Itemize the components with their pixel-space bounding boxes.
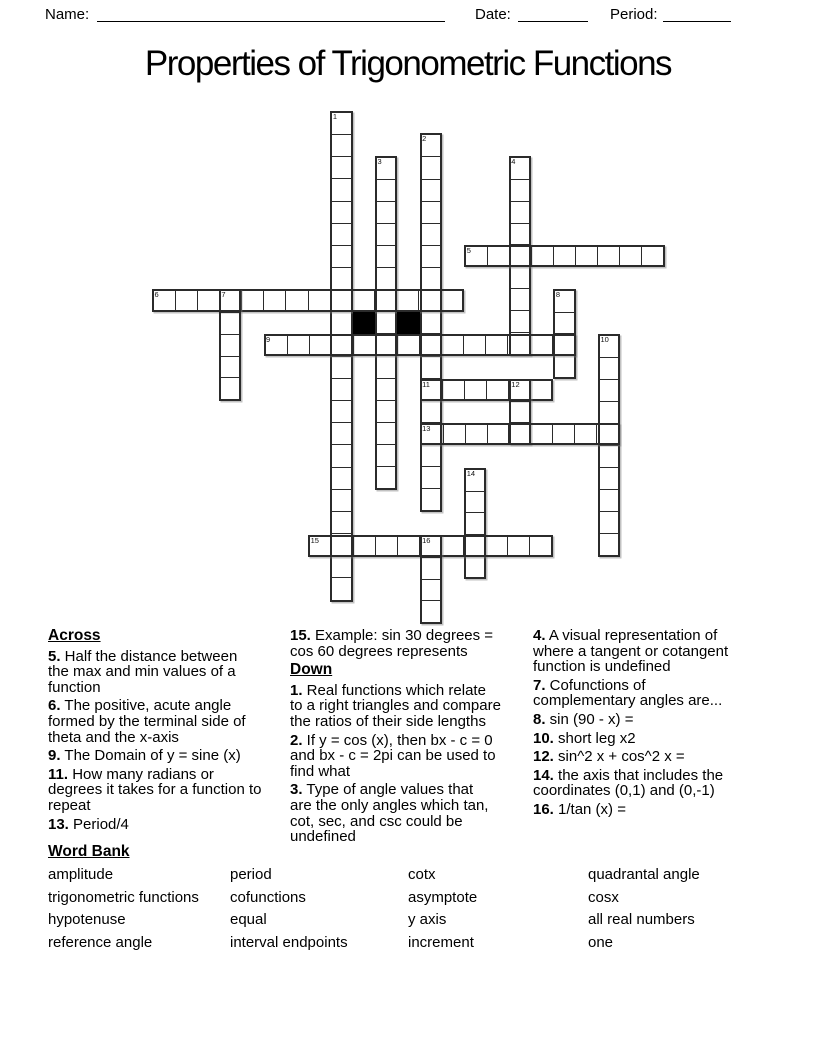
clue-line: 16. 1/tan (x) = [533, 800, 626, 818]
word-bank-item: amplitude [48, 866, 114, 883]
grid-number-6: 6 [154, 290, 159, 300]
grid-cell[interactable] [377, 179, 395, 201]
grid-cell[interactable] [332, 511, 350, 533]
grid-cell[interactable] [466, 556, 484, 578]
word-bank-heading: Word Bank [48, 843, 130, 860]
grid-cell[interactable] [600, 379, 618, 401]
grid-number-1: 1 [332, 112, 338, 121]
grid-cell[interactable] [309, 336, 331, 354]
grid-number-15: 15 [310, 535, 319, 545]
grid-cell[interactable] [441, 537, 463, 555]
grid-cell[interactable] [596, 425, 618, 443]
grid-cell[interactable] [555, 312, 573, 334]
clue-4-down [533, 628, 783, 675]
word-bank [48, 866, 788, 957]
grid-number-10: 10 [600, 335, 609, 344]
grid-cell[interactable] [552, 425, 574, 443]
grid-cell[interactable] [600, 357, 618, 379]
grid-cell[interactable] [485, 336, 507, 354]
grid-cell[interactable] [465, 425, 487, 443]
word-bank-item: increment [408, 934, 474, 952]
grid-cell[interactable] [575, 247, 597, 265]
grid-word-6-across [152, 289, 464, 311]
word-bank-item: all real numbers [588, 911, 695, 929]
grid-number-7: 7 [221, 290, 226, 300]
grid-cell[interactable] [422, 400, 440, 422]
grid-cell[interactable] [332, 156, 350, 178]
clue-line: the ratios of their side lengths [290, 712, 486, 730]
grid-cell[interactable] [597, 247, 619, 265]
clue-5-across [48, 649, 286, 696]
grid-cell[interactable] [332, 467, 350, 489]
grid-cell[interactable] [377, 444, 395, 466]
grid-cell[interactable] [375, 336, 397, 354]
grid-cell[interactable] [422, 245, 440, 267]
word-bank-item: reference angle [48, 934, 153, 952]
grid-cell[interactable] [331, 537, 353, 555]
word-bank-item: interval endpoints [230, 934, 348, 952]
clue-line: repeat [48, 796, 91, 814]
clue-line: 13. Period/4 [48, 815, 129, 833]
grid-cell[interactable] [332, 489, 350, 511]
grid-cell[interactable] [377, 355, 395, 377]
grid-cell[interactable] [600, 401, 618, 423]
grid-number-14: 14 [466, 468, 476, 478]
clue-1-down [290, 683, 530, 730]
grid-cell[interactable] [619, 247, 641, 265]
grid-cell[interactable] [374, 291, 396, 309]
down-heading: Down [290, 661, 333, 679]
clue-14-down [533, 768, 783, 799]
grid-number-12: 12 [511, 379, 520, 389]
grid-cell[interactable] [443, 425, 465, 443]
grid-cell[interactable] [422, 579, 440, 601]
grid-word-14-down [464, 468, 486, 580]
grid-cell[interactable] [422, 600, 440, 622]
down-clue-list-continued [533, 628, 783, 818]
clue-line: degrees it takes for a function to [48, 781, 262, 799]
grid-cell[interactable] [332, 422, 350, 444]
grid-cell[interactable] [418, 291, 440, 309]
clue-line: 9. The Domain of y = sine (x) [48, 747, 241, 765]
grid-cell[interactable] [396, 291, 418, 309]
clue-15-across [290, 628, 530, 659]
grid-cell[interactable] [422, 201, 440, 223]
grid-cell[interactable] [332, 245, 350, 267]
grid-cell[interactable] [552, 336, 574, 354]
grid-number-13: 13 [422, 424, 431, 434]
clue-line: 2. If y = cos (x), then bx - c = 0 [290, 731, 493, 749]
grid-word-2-down [420, 133, 442, 512]
clue-16-down [533, 802, 783, 818]
word-bank-item: trigonometric functions [48, 888, 199, 906]
right-clues-column [533, 628, 783, 821]
word-bank-item: hypotenuse [48, 911, 126, 929]
clue-line: 10. short leg x2 [533, 729, 636, 747]
grid-number-9: 9 [266, 335, 271, 344]
clue-line: 11. How many radians or [48, 765, 214, 783]
grid-cell[interactable] [419, 336, 441, 354]
grid-cell[interactable] [511, 179, 529, 201]
grid-number-4: 4 [511, 156, 516, 166]
grid-cell[interactable] [600, 533, 618, 555]
grid-cell[interactable] [508, 425, 530, 443]
clue-line: 8. sin (90 - x) = [533, 710, 634, 728]
grid-cell[interactable] [466, 491, 484, 513]
grid-cell[interactable] [332, 311, 350, 333]
grid-cell[interactable] [397, 336, 419, 354]
across-heading: Across [48, 627, 101, 644]
grid-cell[interactable] [422, 466, 440, 488]
clue-11-across [48, 767, 286, 814]
across-clue-list-continued [290, 628, 530, 659]
grid-word-10-down [598, 334, 620, 557]
grid-number-2: 2 [422, 134, 427, 144]
grid-word-16-down [420, 535, 442, 624]
grid-cell[interactable] [377, 311, 395, 333]
grid-cell[interactable] [377, 201, 395, 223]
clue-line: to a right triangles and compare [290, 697, 501, 715]
grid-word-7-down [219, 289, 241, 401]
word-bank-item: y axis [408, 911, 447, 929]
clue-2-down [290, 733, 530, 780]
grid-number-16: 16 [422, 535, 431, 545]
grid-word-11-across [420, 379, 554, 401]
clue-line: 15. Example: sin 30 degrees = [290, 627, 494, 644]
grid-number-11: 11 [422, 379, 430, 389]
grid-cell[interactable] [487, 425, 509, 443]
black-cell [353, 312, 375, 334]
clue-line: 1. Real functions which relate [290, 681, 486, 699]
clue-line: where a tangent or cotangent [533, 642, 729, 660]
clue-line: formed by the terminal side of [48, 712, 246, 730]
grid-cell[interactable] [600, 445, 618, 467]
grid-cell[interactable] [507, 537, 529, 555]
grid-cell[interactable] [422, 356, 440, 378]
grid-cell[interactable] [332, 555, 350, 577]
down-clue-list [290, 683, 530, 845]
black-cell [397, 312, 419, 334]
word-bank-item: one [588, 934, 614, 952]
grid-cell[interactable] [485, 537, 507, 555]
grid-cell[interactable] [353, 537, 375, 555]
clue-line: undefined [290, 828, 356, 846]
grid-cell[interactable] [422, 557, 440, 579]
clue-line: 6. The positive, acute angle [48, 697, 232, 715]
grid-cell[interactable] [332, 378, 350, 400]
clue-line: cos 60 degrees represents [290, 642, 468, 660]
grid-cell[interactable] [241, 291, 263, 309]
clue-line: the max and min values of a [48, 663, 236, 681]
grid-cell[interactable] [511, 223, 529, 245]
grid-cell[interactable] [555, 355, 573, 377]
grid-cell[interactable] [529, 336, 551, 354]
clue-12-down [533, 749, 783, 765]
grid-cell[interactable] [511, 310, 529, 332]
grid-word-13-across [420, 423, 621, 445]
grid-word-9-across [264, 334, 576, 356]
grid-cell[interactable] [377, 422, 395, 444]
grid-cell[interactable] [332, 201, 350, 223]
grid-cell[interactable] [377, 223, 395, 245]
grid-number-8: 8 [555, 290, 561, 300]
across-clues-column [48, 628, 286, 835]
grid-cell[interactable] [263, 291, 285, 309]
grid-cell[interactable] [511, 201, 529, 223]
grid-cell[interactable] [332, 400, 350, 422]
clue-line: complementary angles are... [533, 692, 723, 710]
word-bank-item: period [230, 866, 272, 883]
clue-8-down [533, 712, 783, 728]
grid-cell[interactable] [332, 267, 350, 289]
clue-line: and bx - c = 2pi can be used to [290, 747, 496, 765]
grid-cell[interactable] [511, 266, 529, 288]
grid-cell[interactable] [397, 537, 419, 555]
grid-cell[interactable] [332, 356, 350, 378]
grid-cell[interactable] [377, 245, 395, 267]
clue-9-across [48, 748, 286, 764]
clue-3-down [290, 782, 530, 844]
word-bank-item: equal [230, 911, 267, 929]
word-bank-item: cotx [408, 866, 436, 883]
clue-7-down [533, 678, 783, 709]
clue-10-down [533, 731, 783, 747]
grid-cell[interactable] [330, 291, 352, 309]
grid-cell[interactable] [487, 247, 509, 265]
clue-line: 14. the axis that includes the [533, 766, 724, 784]
grid-cell[interactable] [331, 336, 353, 354]
grid-cell[interactable] [553, 247, 575, 265]
grid-cell[interactable] [332, 178, 350, 200]
clue-line: cot, sec, and csc could be [290, 812, 463, 830]
grid-cell[interactable] [285, 291, 307, 309]
grid-word-1-down [330, 111, 352, 602]
date-label: Date: [475, 6, 511, 23]
word-bank-item: cosx [588, 888, 619, 906]
clue-line: 7. Cofunctions of [533, 676, 646, 694]
grid-cell[interactable] [511, 288, 529, 310]
clue-line: find what [290, 762, 351, 780]
grid-cell[interactable] [352, 291, 374, 309]
grid-cell[interactable] [600, 489, 618, 511]
grid-cell[interactable] [221, 356, 239, 378]
grid-cell[interactable] [486, 381, 508, 399]
grid-cell[interactable] [332, 134, 350, 156]
grid-cell[interactable] [530, 425, 552, 443]
grid-cell[interactable] [466, 512, 484, 534]
grid-cell[interactable] [531, 247, 553, 265]
grid-cell[interactable] [221, 334, 239, 356]
grid-cell[interactable] [221, 312, 239, 334]
grid-cell[interactable] [507, 336, 529, 354]
grid-word-3-down [375, 156, 397, 491]
grid-cell[interactable] [441, 336, 463, 354]
period-label: Period: [610, 6, 658, 23]
grid-cell[interactable] [422, 311, 440, 333]
grid-cell[interactable] [600, 467, 618, 489]
grid-cell[interactable] [574, 425, 596, 443]
grid-cell[interactable] [332, 223, 350, 245]
grid-cell[interactable] [422, 179, 440, 201]
clue-line: 3. Type of angle values that [290, 781, 474, 799]
clue-line: coordinates (0,1) and (0,-1) [533, 782, 715, 800]
grid-cell[interactable] [175, 291, 197, 309]
clue-line: 4. A visual representation of [533, 627, 718, 644]
clue-line: function is undefined [533, 658, 671, 676]
clue-13-across [48, 817, 286, 833]
grid-cell[interactable] [197, 291, 219, 309]
grid-cell[interactable] [600, 511, 618, 533]
name-label: Name: [45, 6, 90, 23]
grid-cell[interactable] [353, 336, 375, 354]
grid-cell[interactable] [287, 336, 309, 354]
grid-cell[interactable] [440, 291, 462, 309]
grid-cell[interactable] [422, 267, 440, 289]
grid-cell[interactable] [509, 247, 531, 265]
word-bank-item: quadrantal angle [588, 866, 700, 883]
grid-cell[interactable] [422, 223, 440, 245]
grid-cell[interactable] [377, 267, 395, 289]
grid-cell[interactable] [332, 577, 350, 599]
word-bank-item: asymptote [408, 888, 478, 906]
grid-cell[interactable] [377, 400, 395, 422]
grid-cell[interactable] [464, 381, 486, 399]
word-bank-item: cofunctions [230, 888, 306, 906]
across-clue-list [48, 649, 286, 833]
grid-cell[interactable] [529, 537, 551, 555]
grid-cell[interactable] [422, 156, 440, 178]
grid-cell[interactable] [463, 537, 485, 555]
grid-cell[interactable] [377, 466, 395, 488]
grid-cell[interactable] [221, 377, 239, 399]
clue-line: function [48, 678, 101, 696]
grid-cell[interactable] [375, 537, 397, 555]
grid-cell[interactable] [308, 291, 330, 309]
grid-cell[interactable] [422, 488, 440, 510]
grid-number-3: 3 [377, 156, 382, 166]
grid-cell[interactable] [511, 401, 529, 422]
grid-cell[interactable] [530, 381, 552, 399]
middle-clues-column [290, 628, 530, 848]
clue-line: theta and the x-axis [48, 728, 179, 746]
grid-word-5-across [464, 245, 665, 267]
grid-number-5: 5 [466, 245, 471, 255]
clue-line: 5. Half the distance between [48, 647, 238, 665]
grid-cell[interactable] [422, 444, 440, 466]
grid-cell[interactable] [332, 444, 350, 466]
clue-line: 12. sin^2 x + cos^2 x = [533, 748, 685, 766]
clue-line: are the only angles which tan, [290, 796, 489, 814]
grid-cell[interactable] [377, 378, 395, 400]
page-title: Properties of Trigonometric Functions [144, 44, 672, 83]
grid-cell[interactable] [463, 336, 485, 354]
grid-cell[interactable] [641, 247, 663, 265]
grid-cell[interactable] [442, 381, 464, 399]
clue-6-across [48, 698, 286, 745]
